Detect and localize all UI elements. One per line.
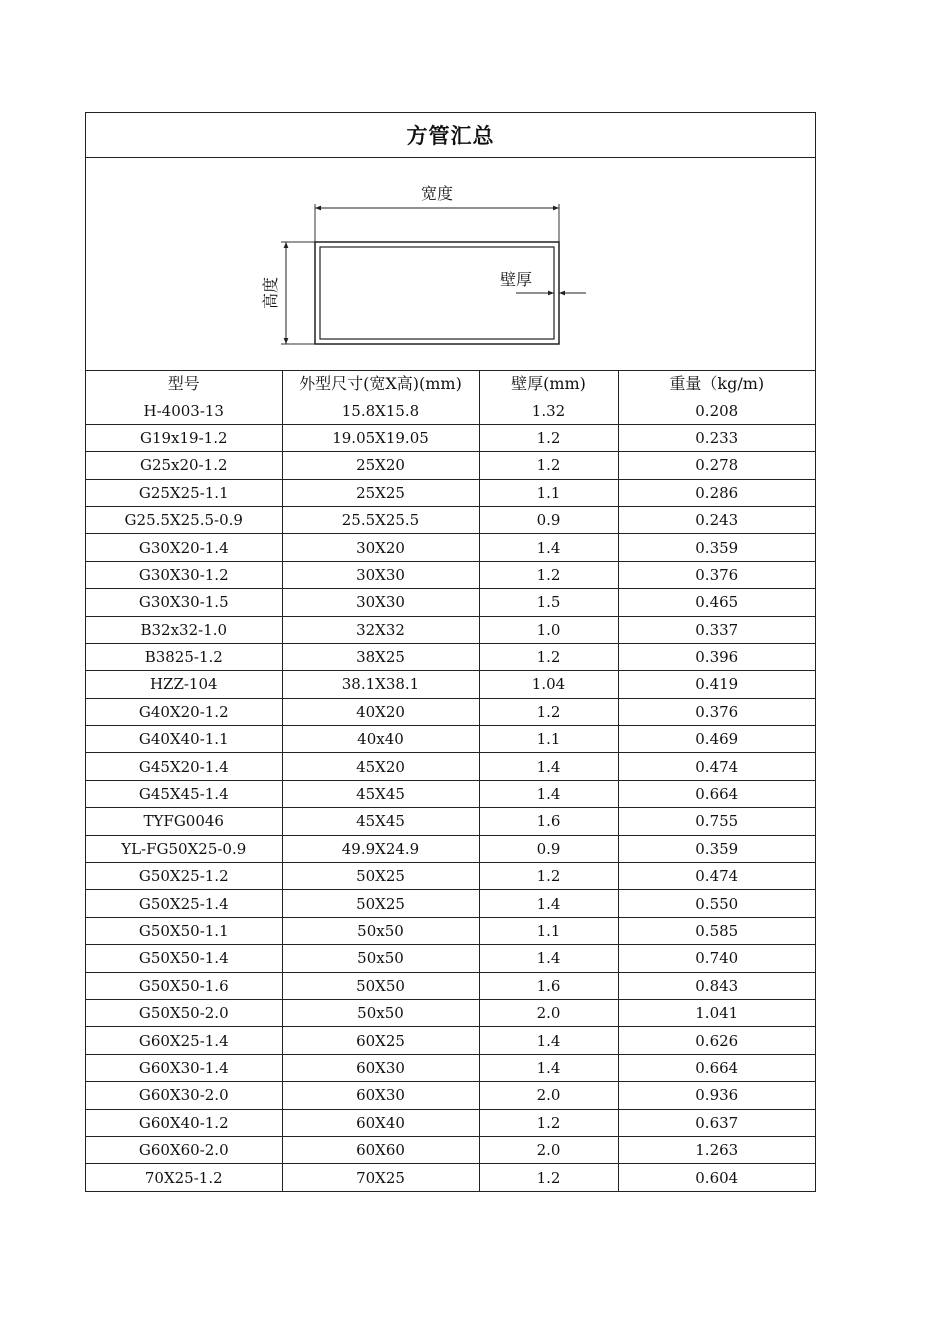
cell-weight: 1.041 — [618, 999, 815, 1026]
cell-wall-thickness: 1.6 — [479, 972, 618, 999]
cell-dimensions: 45X45 — [282, 780, 479, 807]
cell-dimensions: 32X32 — [282, 616, 479, 643]
cell-model: G60X40-1.2 — [86, 1109, 282, 1136]
cell-weight: 0.936 — [618, 1082, 815, 1109]
table-row — [86, 534, 815, 561]
cell-dimensions: 30X20 — [282, 534, 479, 561]
cell-wall-thickness: 1.2 — [479, 452, 618, 479]
header-model: 型号 — [86, 371, 282, 397]
table-row — [86, 863, 815, 890]
table-row — [86, 643, 815, 670]
square-tube-table — [86, 371, 815, 1191]
cell-weight: 0.337 — [618, 616, 815, 643]
cell-wall-thickness: 1.2 — [479, 698, 618, 725]
cell-wall-thickness: 1.4 — [479, 753, 618, 780]
table-row — [86, 561, 815, 588]
title-row — [86, 113, 815, 158]
cell-weight: 0.278 — [618, 452, 815, 479]
cell-weight: 0.469 — [618, 726, 815, 753]
cell-model: G25.5X25.5-0.9 — [86, 506, 282, 533]
table-row — [86, 424, 815, 451]
cell-weight: 0.376 — [618, 561, 815, 588]
cell-weight: 0.474 — [618, 753, 815, 780]
cell-dimensions: 38X25 — [282, 643, 479, 670]
table-row — [86, 1164, 815, 1191]
cell-dimensions: 49.9X24.9 — [282, 835, 479, 862]
cell-dimensions: 19.05X19.05 — [282, 424, 479, 451]
cell-wall-thickness: 1.4 — [479, 945, 618, 972]
cell-dimensions: 60X40 — [282, 1109, 479, 1136]
table-row — [86, 1027, 815, 1054]
table-row — [86, 479, 815, 506]
cell-model: H-4003-13 — [86, 397, 282, 424]
diagram-row — [86, 158, 815, 371]
table-row — [86, 616, 815, 643]
cell-dimensions: 25.5X25.5 — [282, 506, 479, 533]
cell-dimensions: 50X25 — [282, 890, 479, 917]
cell-dimensions: 25X25 — [282, 479, 479, 506]
cell-wall-thickness: 1.2 — [479, 1164, 618, 1191]
table-row — [86, 972, 815, 999]
cell-weight: 0.359 — [618, 534, 815, 561]
cell-dimensions: 40x40 — [282, 726, 479, 753]
cell-model: HZZ-104 — [86, 671, 282, 698]
table-row — [86, 1109, 815, 1136]
table-row — [86, 397, 815, 424]
cell-dimensions: 60X25 — [282, 1027, 479, 1054]
header-dimensions: 外型尺寸(宽X高)(mm) — [282, 371, 479, 397]
cell-model: G50X25-1.2 — [86, 863, 282, 890]
cell-dimensions: 25X20 — [282, 452, 479, 479]
cell-model: B32x32-1.0 — [86, 616, 282, 643]
table-row — [86, 753, 815, 780]
header-weight: 重量（kg/m) — [669, 374, 765, 394]
cell-dimensions: 45X20 — [282, 753, 479, 780]
cell-wall-thickness: 1.5 — [479, 589, 618, 616]
cell-model: G60X60-2.0 — [86, 1136, 282, 1163]
cell-model: G50X50-1.4 — [86, 945, 282, 972]
cell-model: YL-FG50X25-0.9 — [86, 835, 282, 862]
cell-model: B3825-1.2 — [86, 643, 282, 670]
cell-model: 70X25-1.2 — [86, 1164, 282, 1191]
cell-wall-thickness: 1.4 — [479, 534, 618, 561]
cell-weight: 0.637 — [618, 1109, 815, 1136]
cell-model: G50X50-1.6 — [86, 972, 282, 999]
table-row — [86, 890, 815, 917]
height-label: 高度 — [261, 276, 280, 310]
cell-weight: 0.465 — [618, 589, 815, 616]
cell-wall-thickness: 1.04 — [479, 671, 618, 698]
cell-dimensions: 50x50 — [282, 999, 479, 1026]
cell-dimensions: 60X30 — [282, 1054, 479, 1081]
table-body — [86, 397, 815, 1190]
cell-model: G50X50-2.0 — [86, 999, 282, 1026]
cell-weight: 0.604 — [695, 1168, 739, 1187]
cell-model: G60X30-1.4 — [86, 1054, 282, 1081]
summary-sheet — [85, 112, 816, 1192]
cell-wall-thickness: 1.2 — [479, 1109, 618, 1136]
cell-weight: 0.359 — [618, 835, 815, 862]
table-row — [86, 698, 815, 725]
header-row — [86, 371, 815, 397]
cell-wall-thickness: 2.0 — [479, 1082, 618, 1109]
table-row — [86, 1054, 815, 1081]
table-row — [86, 1136, 815, 1163]
cell-wall-thickness: 1.2 — [479, 643, 618, 670]
cell-weight: 1.263 — [618, 1136, 815, 1163]
table-row — [86, 671, 815, 698]
cell-wall-thickness: 0.9 — [479, 506, 618, 533]
table-row — [86, 917, 815, 944]
cell-wall-thickness: 1.2 — [479, 424, 618, 451]
cell-weight: 0.376 — [618, 698, 815, 725]
cell-wall-thickness: 1.32 — [479, 397, 618, 424]
cell-weight: 0.843 — [618, 972, 815, 999]
table-row — [86, 726, 815, 753]
cell-weight: 0.396 — [618, 643, 815, 670]
page-title: 方管汇总 — [406, 124, 495, 148]
cell-wall-thickness: 1.4 — [479, 1027, 618, 1054]
cell-wall-thickness: 1.1 — [479, 479, 618, 506]
cell-model: G50X50-1.1 — [86, 917, 282, 944]
cell-model: G45X45-1.4 — [86, 780, 282, 807]
table-row — [86, 780, 815, 807]
cell-dimensions: 60X30 — [282, 1082, 479, 1109]
cell-weight: 0.419 — [618, 671, 815, 698]
cell-model: G40X40-1.1 — [86, 726, 282, 753]
cell-wall-thickness: 1.1 — [479, 726, 618, 753]
cell-dimensions: 60X60 — [282, 1136, 479, 1163]
table-row — [86, 945, 815, 972]
cell-model: G40X20-1.2 — [86, 698, 282, 725]
cell-wall-thickness: 0.9 — [479, 835, 618, 862]
cell-weight: 0.585 — [618, 917, 815, 944]
cell-dimensions: 30X30 — [282, 561, 479, 588]
cell-model: G45X20-1.4 — [86, 753, 282, 780]
tube-cross-section-diagram — [86, 158, 814, 370]
table-row — [86, 452, 815, 479]
cell-wall-thickness: 1.2 — [479, 561, 618, 588]
cell-weight: 0.208 — [618, 397, 815, 424]
cell-weight: 0.740 — [618, 945, 815, 972]
table-row — [86, 506, 815, 533]
cell-dimensions: 30X30 — [282, 589, 479, 616]
cell-dimensions: 50x50 — [282, 945, 479, 972]
cell-weight: 0.664 — [618, 1054, 815, 1081]
cell-model: G50X25-1.4 — [86, 890, 282, 917]
table-row — [86, 808, 815, 835]
table-row — [86, 835, 815, 862]
cell-model: G60X30-2.0 — [86, 1082, 282, 1109]
cell-dimensions: 70X25 — [282, 1164, 479, 1191]
cell-dimensions: 40X20 — [282, 698, 479, 725]
cell-wall-thickness: 1.2 — [479, 863, 618, 890]
cell-model: G30X30-1.2 — [86, 561, 282, 588]
table-row — [86, 999, 815, 1026]
cell-dimensions: 50x50 — [282, 917, 479, 944]
cell-weight: 0.243 — [618, 506, 815, 533]
cell-model: G25X25-1.1 — [86, 479, 282, 506]
cell-model: TYFG0046 — [86, 808, 282, 835]
cell-weight: 0.233 — [618, 424, 815, 451]
cell-model: G19x19-1.2 — [86, 424, 282, 451]
cell-weight: 0.550 — [618, 890, 815, 917]
cell-wall-thickness: 1.4 — [479, 1054, 618, 1081]
cell-wall-thickness: 1.4 — [479, 780, 618, 807]
cell-weight: 0.755 — [618, 808, 815, 835]
wall-label: 壁厚 — [499, 270, 533, 289]
cell-weight: 0.626 — [618, 1027, 815, 1054]
header-wall-thickness: 壁厚(mm) — [479, 371, 618, 397]
cell-wall-thickness: 2.0 — [479, 1136, 618, 1163]
cell-model: G25x20-1.2 — [86, 452, 282, 479]
cell-weight: 0.286 — [618, 479, 815, 506]
cell-dimensions: 50X25 — [282, 863, 479, 890]
cell-weight: 0.664 — [618, 780, 815, 807]
cell-weight: 0.474 — [618, 863, 815, 890]
cell-dimensions: 38.1X38.1 — [282, 671, 479, 698]
table-row — [86, 1082, 815, 1109]
cell-model: G30X30-1.5 — [86, 589, 282, 616]
cell-model: G30X20-1.4 — [86, 534, 282, 561]
cell-model: G60X25-1.4 — [86, 1027, 282, 1054]
cell-wall-thickness: 2.0 — [479, 999, 618, 1026]
table-row — [86, 589, 815, 616]
cell-dimensions: 45X45 — [282, 808, 479, 835]
cell-dimensions: 50X50 — [282, 972, 479, 999]
cell-wall-thickness: 1.1 — [479, 917, 618, 944]
cell-wall-thickness: 1.4 — [479, 890, 618, 917]
width-label: 宽度 — [420, 184, 454, 203]
cell-wall-thickness: 1.6 — [479, 808, 618, 835]
cell-wall-thickness: 1.0 — [479, 616, 618, 643]
cell-dimensions: 15.8X15.8 — [282, 397, 479, 424]
